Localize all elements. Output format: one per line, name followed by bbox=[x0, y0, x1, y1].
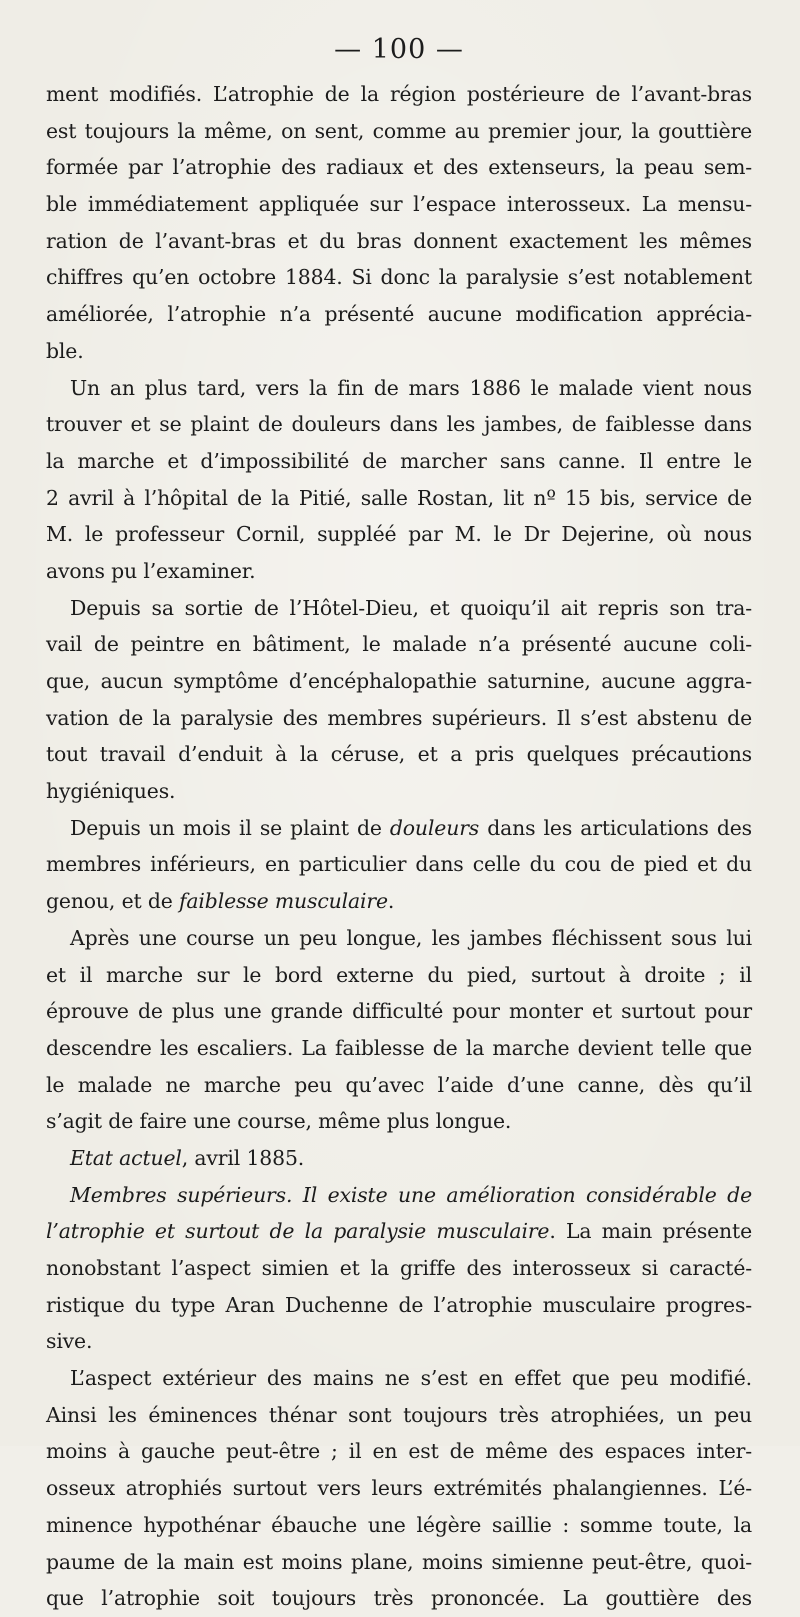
text-line: Depuis un mois il se plaint de douleurs dans les articulations des bbox=[70, 815, 752, 840]
text-line: paume de la main est moins plane, moins simienne peut-être, quoi- bbox=[46, 1549, 752, 1574]
text-line: M. le professeur Cornil, suppléé par M. le Dr Dejerine, où nous bbox=[46, 522, 752, 547]
text-line: nonobstant l’aspect simien et la griffe des interosseux si caracté- bbox=[46, 1256, 752, 1280]
body-text bbox=[46, 76, 752, 1617]
text-line: trouver et se plaint de douleurs dans les jambes, de faiblesse dans bbox=[46, 412, 752, 437]
italic-phrase: faiblesse musculaire bbox=[179, 889, 388, 914]
text-line: moins à gauche peut-être ; il en est de même des espaces inter- bbox=[46, 1439, 752, 1464]
text-line: s’agit de faire une course, même plus longue. bbox=[46, 1109, 512, 1134]
text-line: améliorée, l’atrophie n’a présenté aucune modification apprécia- bbox=[46, 302, 752, 327]
italic-phrase: Etat actuel bbox=[70, 1145, 182, 1170]
text-line: Ainsi les éminences thénar sont toujours très atrophiées, un peu bbox=[46, 1402, 752, 1427]
text-line: l’atrophie et surtout de la paralysie musculaire. La main présente bbox=[46, 1219, 752, 1244]
text-line: Depuis sa sortie de l’Hôtel-Dieu, et quoiqu’il ait repris son tra- bbox=[70, 595, 752, 620]
italic-phrase: douleurs bbox=[389, 815, 480, 840]
text-line: chiffres qu’en octobre 1884. Si donc la paralysie s’est notablement bbox=[46, 265, 752, 290]
text-line: hygiéniques. bbox=[46, 779, 176, 804]
text-line: ration de l’avant-bras et du bras donnent exactement les mêmes bbox=[46, 228, 752, 253]
text-line: ble immédiatement appliquée sur l’espace interosseux. La mensu- bbox=[46, 192, 752, 217]
italic-phrase: l’atrophie et surtout de la paralysie musculaire bbox=[46, 1219, 550, 1244]
text-line: formée par l’atrophie des radiaux et des extenseurs, la peau sem- bbox=[46, 155, 752, 180]
text-line: ble. bbox=[46, 338, 84, 363]
text-line: et il marche sur le bord externe du pied, surtout à droite ; il bbox=[46, 962, 752, 987]
text-line: Etat actuel, avril 1885. bbox=[70, 1145, 305, 1170]
text-line: descendre les escaliers. La faiblesse de la marche devient telle que bbox=[46, 1035, 752, 1060]
text-line: avons pu l’examiner. bbox=[46, 558, 256, 583]
text-line: sive. bbox=[46, 1329, 93, 1354]
text-line: tout travail d’enduit à la céruse, et a pris quelques précautions bbox=[46, 742, 752, 767]
text-line: vation de la paralysie des membres supérieurs. Il s’est abstenu de bbox=[46, 705, 752, 730]
text-line: genou, et de faiblesse musculaire. bbox=[46, 889, 395, 914]
italic-phrase: Membres supérieurs. Il existe une amélioration considérable de bbox=[70, 1182, 752, 1207]
text-line: 2 avril à l’hôpital de la Pitié, salle Rostan, lit nº 15 bis, service de bbox=[46, 485, 752, 510]
text-line: la marche et d’impossibilité de marcher sans canne. Il entre le bbox=[46, 448, 752, 473]
text-line: membres inférieurs, en particulier dans celle du cou de pied et du bbox=[46, 852, 752, 877]
text-line: que, aucun symptôme d’encéphalopathie saturnine, aucune aggra- bbox=[46, 669, 752, 693]
text-line: éprouve de plus une grande difficulté pour monter et surtout pour bbox=[46, 999, 752, 1024]
text-line: L’aspect extérieur des mains ne s’est en effet que peu modifié. bbox=[70, 1366, 752, 1391]
text-line: Après une course un peu longue, les jambes fléchissent sous lui bbox=[70, 925, 752, 950]
text-line: minence hypothénar ébauche une légère saillie : somme toute, la bbox=[46, 1512, 752, 1537]
text-line: vail de peintre en bâtiment, le malade n’a présenté aucune coli- bbox=[46, 632, 752, 657]
text-line: est toujours la même, on sent, comme au premier jour, la gouttière bbox=[46, 118, 752, 143]
text-line: que l’atrophie soit toujours très prononcée. La gouttière des bbox=[46, 1586, 752, 1611]
text-line: ristique du type Aran Duchenne de l’atrophie musculaire progres- bbox=[46, 1292, 752, 1317]
text-line bbox=[46, 1177, 752, 1214]
text-line: ment modifiés. L’atrophie de la région postérieure de l’avant-bras bbox=[46, 82, 752, 106]
page-number: — 100 — bbox=[334, 34, 464, 65]
text-line: Un an plus tard, vers la fin de mars 1886 le malade vient nous bbox=[70, 375, 752, 400]
text-line: le malade ne marche peu qu’avec l’aide d’une canne, dès qu’il bbox=[46, 1072, 752, 1097]
text-line: osseux atrophiés surtout vers leurs extrémités phalangiennes. L’é- bbox=[46, 1476, 752, 1501]
